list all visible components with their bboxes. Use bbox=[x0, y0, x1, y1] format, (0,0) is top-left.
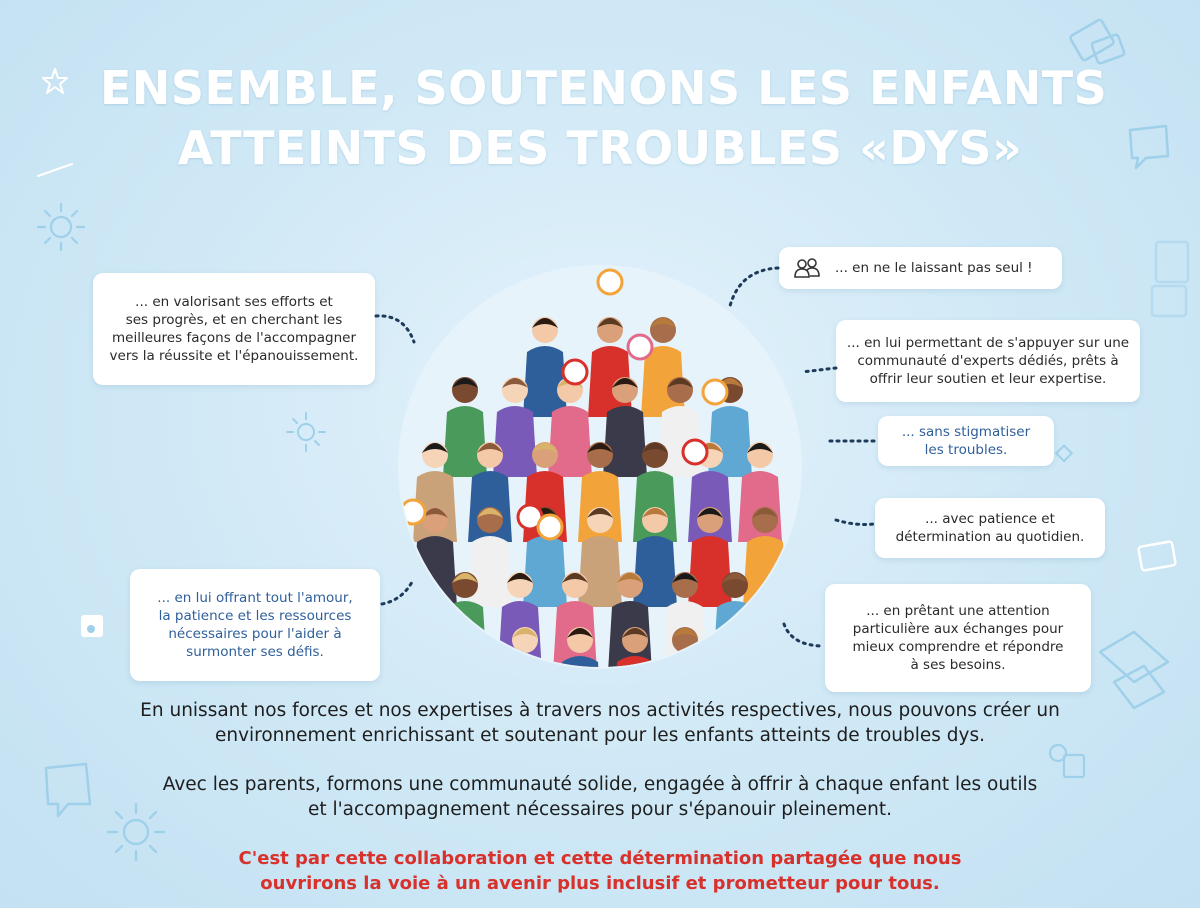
paragraph-line: ouvrirons la voie à un avenir plus inclusif et prometteur pour tous. bbox=[260, 873, 940, 894]
sun-icon bbox=[284, 410, 328, 454]
paragraph-line: C'est par cette collaboration et cette détermination partagée que nous bbox=[238, 848, 962, 869]
connector-dots bbox=[826, 435, 880, 447]
note-doodle-icon bbox=[1146, 236, 1200, 326]
box-doodle-icon bbox=[78, 612, 108, 642]
connector-dots bbox=[832, 514, 878, 530]
community-illustration bbox=[395, 262, 805, 672]
callout-line: ... en ne le laissant pas seul ! bbox=[835, 260, 1033, 276]
connector-dots bbox=[778, 618, 828, 652]
paragraph-line: et l'accompagnement nécessaires pour s'épanouir pleinement. bbox=[307, 799, 893, 820]
callout-line: ses progrès, et en cherchant les bbox=[125, 312, 343, 328]
callout-line: ... en valorisant ses efforts et bbox=[135, 294, 333, 310]
callout-line: à ses besoins. bbox=[910, 657, 1006, 673]
people-circle-graphic bbox=[395, 262, 805, 672]
callout-line: offrir leur soutien et leur expertise. bbox=[869, 371, 1107, 387]
callout-patience bbox=[875, 498, 1105, 558]
callout-line: vers la réussite et l'épanouissement. bbox=[109, 348, 359, 364]
callout-line: surmonter ses défis. bbox=[186, 644, 324, 660]
callout-attention bbox=[825, 584, 1091, 692]
sun-icon bbox=[34, 200, 88, 254]
callout-line: ... en lui permettant de s'appuyer sur une bbox=[846, 335, 1130, 351]
paragraph-line: environnement enrichissant et soutenant pour les enfants atteints de troubles dys. bbox=[214, 725, 986, 746]
callout-stigmatiser bbox=[878, 416, 1054, 466]
paragraph-line: En unissant nos forces et nos expertises à travers nos activités respectives, nous pouvons créer un bbox=[140, 700, 1060, 721]
connector-dots bbox=[720, 262, 780, 312]
callout-line: particulière aux échanges pour bbox=[852, 621, 1064, 637]
connector-dots bbox=[798, 362, 838, 378]
intro-paragraph bbox=[80, 698, 1120, 748]
conclusion-paragraph bbox=[80, 846, 1120, 896]
callout-line: mieux comprendre et répondre bbox=[852, 639, 1064, 655]
speech-doodle-icon bbox=[1122, 120, 1176, 174]
callout-line: communauté d'experts dédiés, prêts à bbox=[857, 353, 1119, 369]
callout-line: ... en prêtant une attention bbox=[866, 603, 1050, 619]
callout-pas-seul bbox=[779, 247, 1062, 289]
callout-line: ... avec patience et bbox=[925, 511, 1055, 527]
chat-bubble-icon bbox=[628, 335, 652, 359]
star-icon bbox=[40, 66, 70, 96]
chat-bubble-icon bbox=[703, 380, 727, 404]
connector-dots bbox=[374, 310, 424, 350]
parents-paragraph bbox=[80, 772, 1120, 822]
card-doodle-icon bbox=[1136, 540, 1180, 576]
callout-valorisant bbox=[93, 273, 375, 385]
callout-amour bbox=[130, 569, 380, 681]
callout-line: ... sans stigmatiser bbox=[901, 424, 1031, 440]
title-line-1: ENSEMBLE, SOUTENONS LES ENFANTS bbox=[100, 61, 1108, 115]
callout-communaute bbox=[836, 320, 1140, 402]
chat-bubble-icon bbox=[538, 515, 562, 539]
callout-line: les troubles. bbox=[924, 442, 1008, 458]
callout-line: nécessaires pour l'aider à bbox=[168, 626, 342, 642]
callout-line: détermination au quotidien. bbox=[895, 529, 1085, 545]
callout-line: meilleures façons de l'accompagner bbox=[111, 330, 357, 346]
title-line-2: ATTEINTS DES TROUBLES «DYS» bbox=[177, 121, 1023, 175]
diamond-doodle-icon bbox=[1052, 442, 1076, 466]
line-doodle-icon bbox=[36, 160, 76, 180]
chat-bubble-icon bbox=[683, 440, 707, 464]
chat-bubble-icon bbox=[563, 360, 587, 384]
connector-dots bbox=[380, 578, 420, 608]
callout-line: la patience et les ressources bbox=[158, 608, 352, 624]
callout-line: ... en lui offrant tout l'amour, bbox=[157, 590, 353, 606]
paragraph-line: Avec les parents, formons une communauté solide, engagée à offrir à chaque enfant les outils bbox=[162, 774, 1038, 795]
chat-bubble-icon bbox=[598, 270, 622, 294]
page-title bbox=[100, 58, 1108, 178]
people-group-icon bbox=[793, 257, 821, 279]
